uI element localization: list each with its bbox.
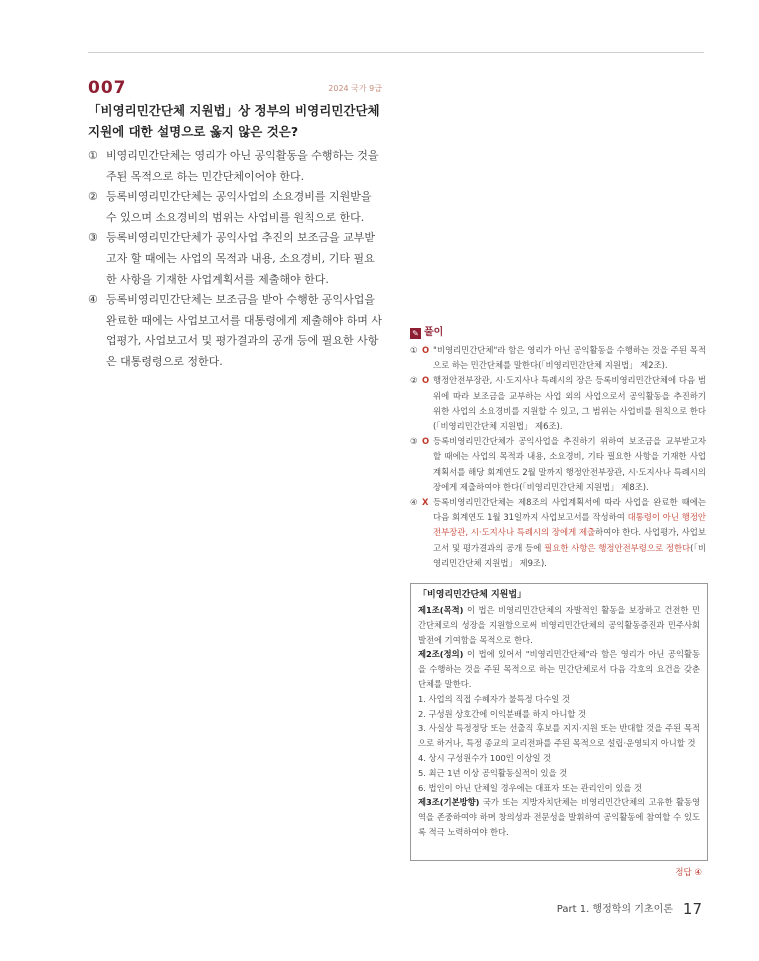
wrong-mark: X bbox=[422, 497, 429, 508]
solution-marker: ① bbox=[410, 345, 418, 355]
solution-title: 풀이 bbox=[424, 327, 444, 338]
law-item: 1. 사업의 직접 수혜자가 불특정 다수일 것 bbox=[418, 693, 570, 704]
solution-4 bbox=[410, 495, 706, 571]
solution-text: 등록비영리민간단체가 공익사업을 추진하기 위하여 보조금을 교부받고자 할 때에는 사업의 목적과 내용, 소요경비, 기타 필요한 사항을 기재한 사업계획서를 해당 회계연도 2월 말까지 행정안전부장관, 시·도지사나 특례시의 장에게 제출하여야 한다(「비영리민간단체 지원법」 제8조). bbox=[433, 436, 706, 492]
law-excerpt-box bbox=[410, 583, 708, 861]
pencil-icon: ✎ bbox=[410, 328, 421, 339]
article-heading: 제1조(목적) bbox=[418, 605, 464, 615]
option-4 bbox=[88, 290, 384, 372]
option-marker: ② bbox=[88, 190, 98, 204]
solution-heading bbox=[410, 323, 443, 339]
page-footer bbox=[557, 900, 702, 918]
option-text: 등록비영리민간단체가 공익사업 추진의 보조금을 교부받고자 할 때에는 사업의 목적과 내용, 소요경비, 기타 필요한 사항을 기재한 사업계획서를 제출해야 한다. bbox=[106, 231, 376, 286]
law-item: 5. 최근 1년 이상 공익활동실적이 있을 것 bbox=[418, 767, 568, 778]
part-label: Part 1. 행정학의 기초이론 bbox=[556, 904, 673, 915]
solution-marker: ④ bbox=[410, 497, 418, 508]
law-item: 2. 구성원 상호간에 이익분배를 하지 아니할 것 bbox=[418, 708, 587, 719]
article-heading: 제3조(기본방향) bbox=[418, 797, 480, 808]
law-title: 「비영리민간단체 지원법」 bbox=[418, 590, 527, 600]
solution-1 bbox=[410, 343, 706, 373]
option-text: 등록비영리민간단체는 공익사업의 소요경비를 지원받을 수 있으며 소요경비의 범위는 사업비를 원칙으로 한다. bbox=[106, 190, 372, 224]
solution-2 bbox=[410, 373, 706, 434]
option-text: 등록비영리민간단체는 보조금을 받아 수행한 공익사업을 완료한 때에는 사업보고서를 대통령에게 제출해야 하며 사업평가, 사업보고서 및 평가결과의 공개 등에 필요한 사항은 대통령령으로 정한다. bbox=[106, 293, 383, 368]
law-item: 4. 상시 구성원수가 100인 이상일 것 bbox=[418, 752, 552, 763]
article-body: 이 법에 있어서 "비영리민간단체"라 함은 영리가 아닌 공익활동을 수행하는 것을 주된 목적으로 하는 민간단체로서 다음 각호의 요건을 갖춘 단체를 말한다. bbox=[418, 649, 700, 689]
solution-list bbox=[410, 343, 706, 571]
question-source: 2024 국가 9급 bbox=[328, 84, 382, 93]
option-3 bbox=[88, 228, 384, 290]
option-1 bbox=[88, 146, 384, 187]
solution-marker: ② bbox=[410, 375, 418, 386]
article-3 bbox=[418, 795, 700, 839]
solution-text: (「비영리민간단체 지원법」 제9조). bbox=[433, 542, 706, 568]
law-item: 6. 법인이 아닌 단체일 경우에는 대표자 또는 관리인이 있을 것 bbox=[418, 782, 643, 793]
article-body: 국가 또는 지방자치단체는 비영리민간단체의 고유한 활동영역을 존중하여야 하며 창의성과 전문성을 발휘하여 공익활동에 참여할 수 있도록 적극 노력하여야 한다. bbox=[418, 797, 700, 837]
article-2 bbox=[418, 647, 700, 691]
question-title: 「비영리민간단체 지원법」상 정부의 비영리민간단체 지원에 대한 설명으로 옳지 않은 것은? bbox=[88, 103, 380, 139]
option-list bbox=[88, 146, 384, 373]
correct-mark: O bbox=[422, 375, 430, 386]
law-item: 3. 사실상 특정정당 또는 선출직 후보를 지지·지원 또는 반대할 것을 주된 목적으로 하거나, 특정 종교의 교리전파를 주된 목적으로 설립·운영되지 아니할 것 bbox=[418, 723, 700, 749]
solution-marker: ③ bbox=[410, 436, 418, 447]
solution-text: "비영리민간단체"라 함은 영리가 아닌 공익활동을 수행하는 것을 주된 목적으로 하는 민간단체를 말한다(「비영리민간단체 지원법」 제2조). bbox=[433, 345, 706, 371]
answer-label: 정답 ④ bbox=[675, 868, 702, 878]
solution-text: 하여야 한다. 사업평가, 사업보고서 및 평가결과의 공개 등에 bbox=[433, 527, 706, 553]
article-1 bbox=[418, 603, 700, 647]
question-number: 007 bbox=[88, 78, 127, 98]
option-marker: ④ bbox=[88, 293, 98, 307]
solution-text: 행정안전부장관, 시·도지사나 특례시의 장은 등록비영리민간단체에 다음 범위에 따라 보조금을 교부하는 사업 외의 사업으로서 공익활동을 추진하기 위한 사업의 소요경비를 지원할 수 있고, 그 범위는 사업비를 원칙으로 한다(「비영리민간단체 지원법」 제6조). bbox=[433, 375, 706, 432]
article-heading: 제2조(정의) bbox=[418, 649, 464, 660]
option-text: 비영리민간단체는 영리가 아닌 공익활동을 수행하는 것을 주된 목적으로 하는 민간단체이어야 한다. bbox=[106, 149, 379, 183]
page-number: 17 bbox=[682, 900, 702, 918]
solution-text: 등록비영리민간단체는 제8조의 사업계획서에 따라 사업을 완료한 때에는 다음 회계연도 1월 31일까지 사업보고서를 작성하여 bbox=[433, 497, 706, 523]
question-header bbox=[88, 78, 382, 98]
correct-mark: O bbox=[422, 345, 430, 355]
option-marker: ① bbox=[88, 149, 98, 162]
correct-mark: O bbox=[422, 436, 430, 447]
top-rule bbox=[88, 52, 704, 53]
highlight-text: 필요한 사항은 행정안전부령으로 정한다 bbox=[544, 542, 691, 553]
highlight-text: 대통령이 아닌 행정안전부장관, 시·도지사나 특례시의 장에게 제출 bbox=[433, 512, 707, 538]
article-body: 이 법은 비영리민간단체의 자발적인 활동을 보장하고 건전한 민간단체로의 성장을 지원함으로써 비영리민간단체의 공익활동증진과 민주사회발전에 기여함을 목적으로 한다. bbox=[418, 605, 700, 645]
option-2 bbox=[88, 187, 384, 228]
solution-3 bbox=[410, 434, 706, 495]
option-marker: ③ bbox=[88, 231, 98, 245]
